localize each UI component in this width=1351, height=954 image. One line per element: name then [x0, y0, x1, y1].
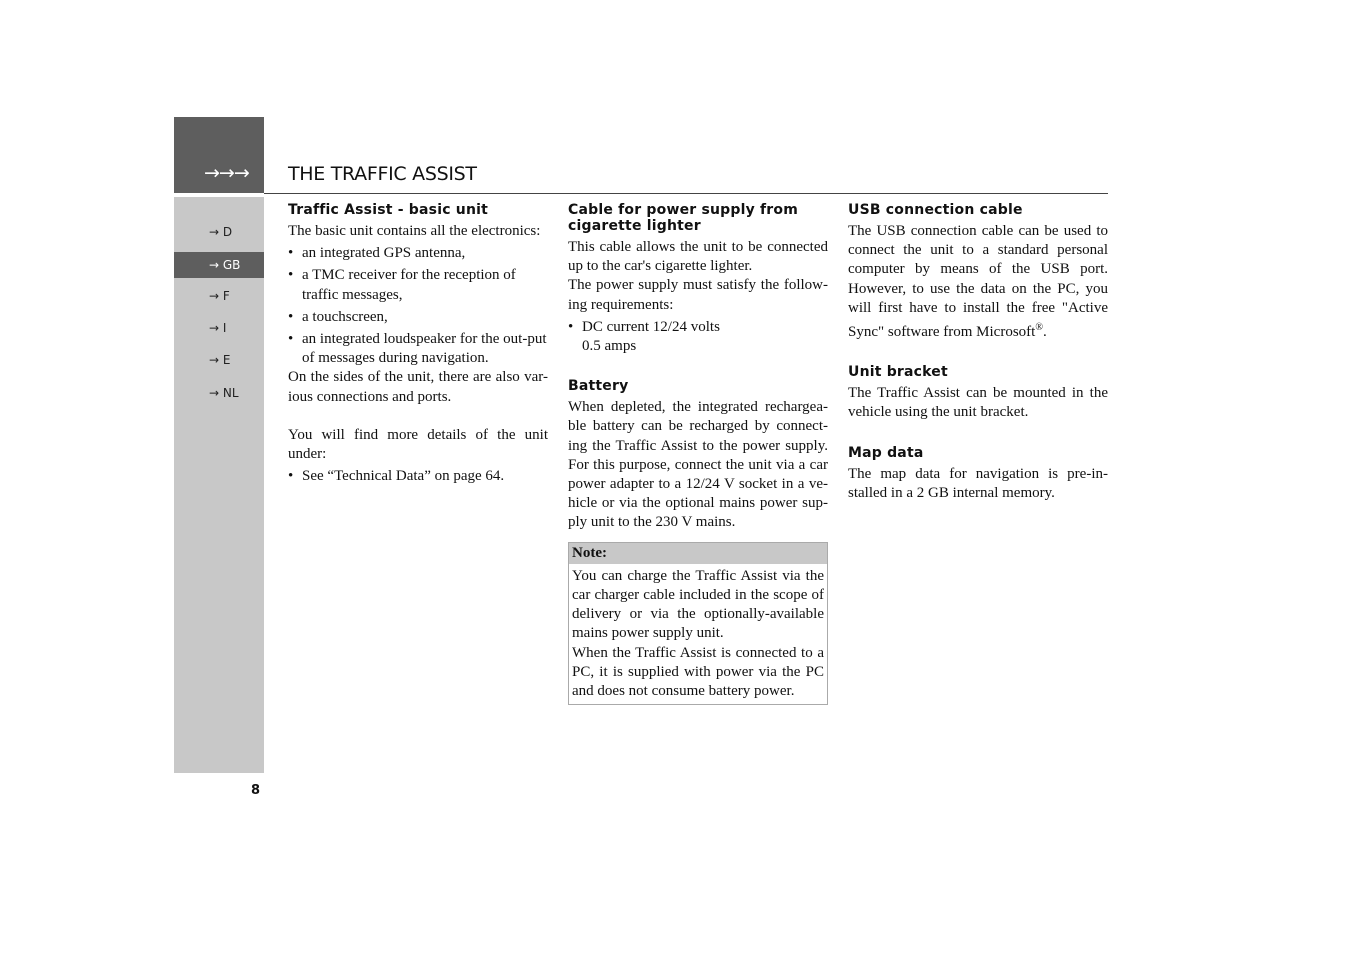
- sidebar-item-nl[interactable]: [174, 380, 264, 406]
- paragraph: The basic unit contains all the electronics:: [288, 223, 541, 239]
- note-box: [568, 542, 828, 706]
- bullet-list: [288, 244, 548, 368]
- sidebar-item-gb[interactable]: [174, 252, 264, 278]
- paragraph: You can charge the Traffic Assist via the car charger cable included in the scope of delivery or via the optionally-available mains power supply unit.: [572, 567, 824, 642]
- note-body: [569, 564, 827, 704]
- arrows-icon: →→→: [204, 162, 249, 184]
- sidebar-item-d[interactable]: [174, 219, 264, 245]
- column-power-supply: [568, 202, 828, 705]
- page-title: THE TRAFFIC ASSIST: [288, 163, 477, 185]
- list-item: • a TMC receiver for the reception of traffic messages,: [288, 267, 516, 303]
- list-item: • See “Technical Data” on page 64.: [288, 468, 505, 485]
- paragraph: When the Traffic Assist is connected to a PC, it is supplied with power via the PC and does not consume battery power.: [572, 644, 824, 700]
- sidebar-item-label: → I: [209, 321, 227, 335]
- column-basic-unit: [288, 202, 548, 489]
- title-divider: [264, 193, 1108, 194]
- sidebar-item-label: → D: [209, 225, 233, 239]
- section-heading: Traffic Assist - basic unit: [288, 202, 488, 218]
- sidebar-item-f[interactable]: [174, 283, 264, 309]
- language-sidebar: [174, 197, 264, 773]
- list-item: • a touchscreen,: [288, 308, 388, 325]
- section-heading: USB connection cable: [848, 202, 1023, 218]
- list-item: • an integrated loudspeaker for the out-put of messages during navigation.: [288, 331, 547, 367]
- list-item: • DC current 12/24 volts 0.5 amps: [568, 318, 720, 355]
- paragraph: You will find more details of the unit under:: [288, 426, 548, 463]
- section-heading: Unit bracket: [848, 364, 948, 381]
- sidebar-item-e[interactable]: [174, 347, 264, 373]
- note-title: Note:: [569, 543, 827, 564]
- sidebar-item-label: → GB: [209, 258, 241, 272]
- paragraph: The USB connection cable can be used to connect the unit to a standard personal computer by means of the USB port. However, to use the data on the PC, you will first have to install the free "Active Sync" software from Microsoft®.: [848, 223, 1108, 341]
- column-accessories: [848, 202, 1108, 503]
- sidebar-item-label: → E: [209, 353, 231, 367]
- paragraph: This cable allows the unit to be connected up to the car's cigarette lighter.: [568, 239, 828, 275]
- paragraph: On the sides of the unit, there are also var-ious connections and ports.: [288, 369, 548, 405]
- section-heading: Battery: [568, 378, 629, 395]
- paragraph: The power supply must satisfy the follow-ing requirements:: [568, 277, 828, 313]
- section-heading: Cable for power supply from cigarette lighter: [568, 202, 798, 234]
- sidebar-item-i[interactable]: [174, 315, 264, 341]
- page-number: 8: [251, 783, 261, 798]
- registered-mark: ®: [1035, 322, 1043, 334]
- sidebar-item-label: → F: [209, 289, 230, 303]
- list-item: • an integrated GPS antenna,: [288, 245, 466, 262]
- paragraph: The Traffic Assist can be mounted in the vehicle using the unit bracket.: [848, 385, 1108, 421]
- sidebar-item-label: → NL: [209, 386, 239, 400]
- bullet-list: [288, 467, 548, 486]
- paragraph: When depleted, the integrated rechargea-ble battery can be recharged by connect-ing the Traffic Assist to the power supply. For this purpose, connect the unit via a car power adapter to a 12/24 V socket in a ve-hicle or via the optional mains power sup-ply unit to the 230 V mains.: [568, 399, 828, 531]
- section-heading: Map data: [848, 444, 924, 461]
- bullet-list: [568, 318, 828, 356]
- paragraph: The map data for navigation is pre-in-stalled in a 2 GB internal memory.: [848, 465, 1108, 501]
